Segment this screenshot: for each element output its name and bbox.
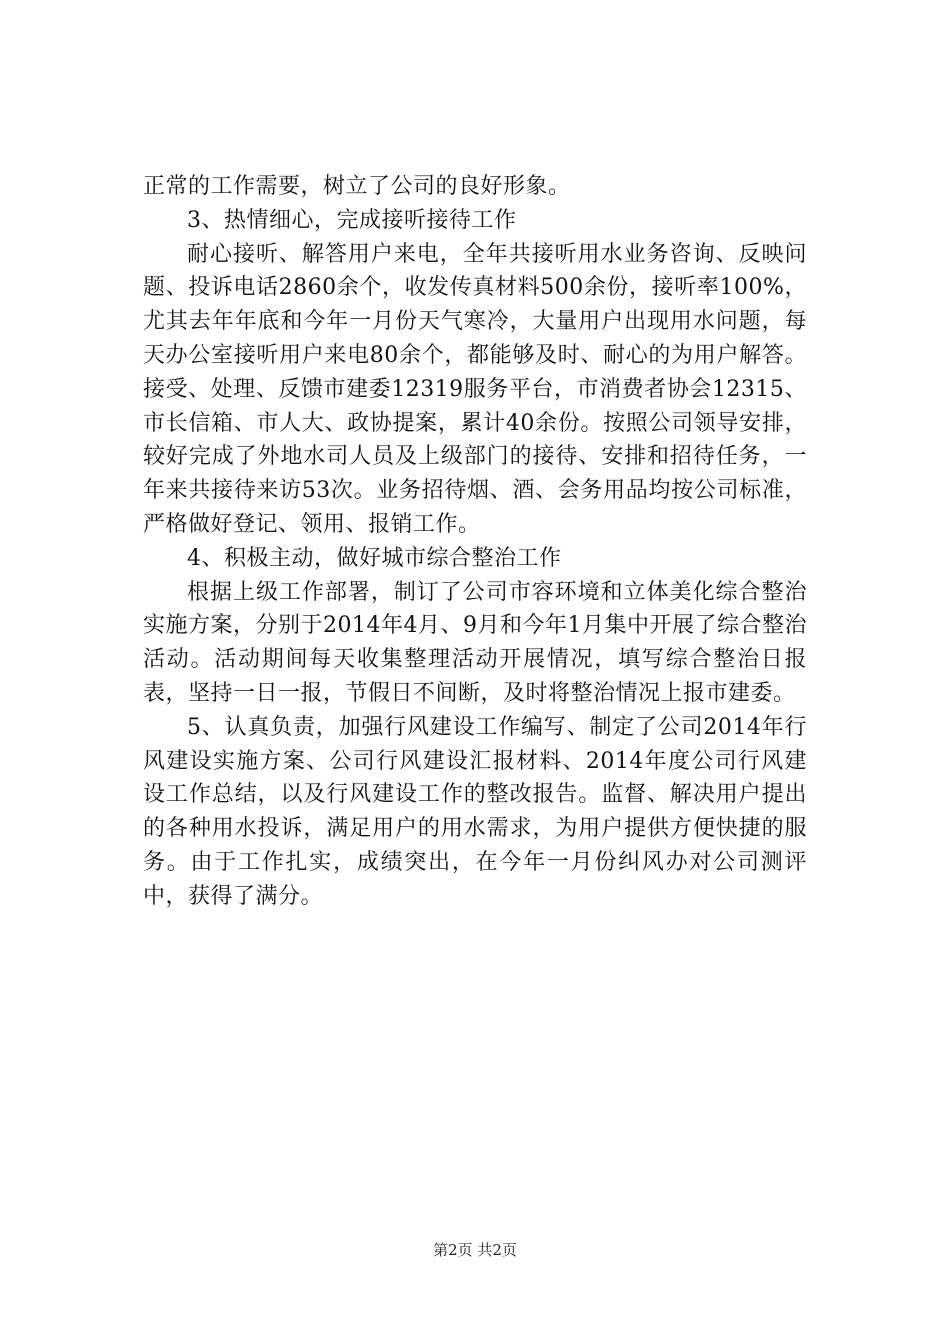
paragraph-continuation: 正常的工作需要，树立了公司的良好形象。 bbox=[143, 174, 571, 199]
document-body bbox=[143, 170, 807, 914]
section-heading-3: 3、热情细心，完成接听接待工作 bbox=[187, 207, 517, 233]
paragraph-reception-work: 耐心接听、解答用户来电，全年共接听用水业务咨询、反映问题、投诉电话2860余个，收发传真材料500余份，接听率100%，尤其去年年底和今年一月份天气寒冷，大量用户出现用水问题，每天办公室接听用户来电80余个，都能够及时、耐心的为用户解答。接受、处理、反馈市建委12319服务平台，市消费者协会12315、市长信箱、市人大、政协提案，累计40余份。按照公司领导安排，较好完成了外地水司人员及上级部门的接待、安排和招待任务，一年来共接待来访53次。业务招待烟、酒、会务用品均按公司标准，严格做好登记、领用、报销工作。 bbox=[143, 241, 807, 537]
page-number-footer: 第2页 共2页 bbox=[433, 1241, 517, 1259]
section-heading-4: 4、积极主动，做好城市综合整治工作 bbox=[187, 545, 562, 571]
paragraph-urban-rectification: 根据上级工作部署，制订了公司市容环境和立体美化综合整治实施方案，分别于2014年4月、9月和今年1月集中开展了综合整治活动。活动期间每天收集整理活动开展情况，填写综合整治日报表，坚持一日一报，节假日不间断，及时将整治情况上报市建委。 bbox=[143, 579, 807, 706]
paragraph-conduct-building: 5、认真负责，加强行风建设工作编写、制定了公司2014年行风建设实施方案、公司行风建设汇报材料、2014年度公司行风建设工作总结，以及行风建设工作的整改报告。监督、解决用户提出的各种用水投诉，满足用户的用水需求，为用户提供方便快捷的服务。由于工作扎实，成绩突出，在今年一月份纠风办对公司测评中，获得了满分。 bbox=[143, 714, 807, 909]
